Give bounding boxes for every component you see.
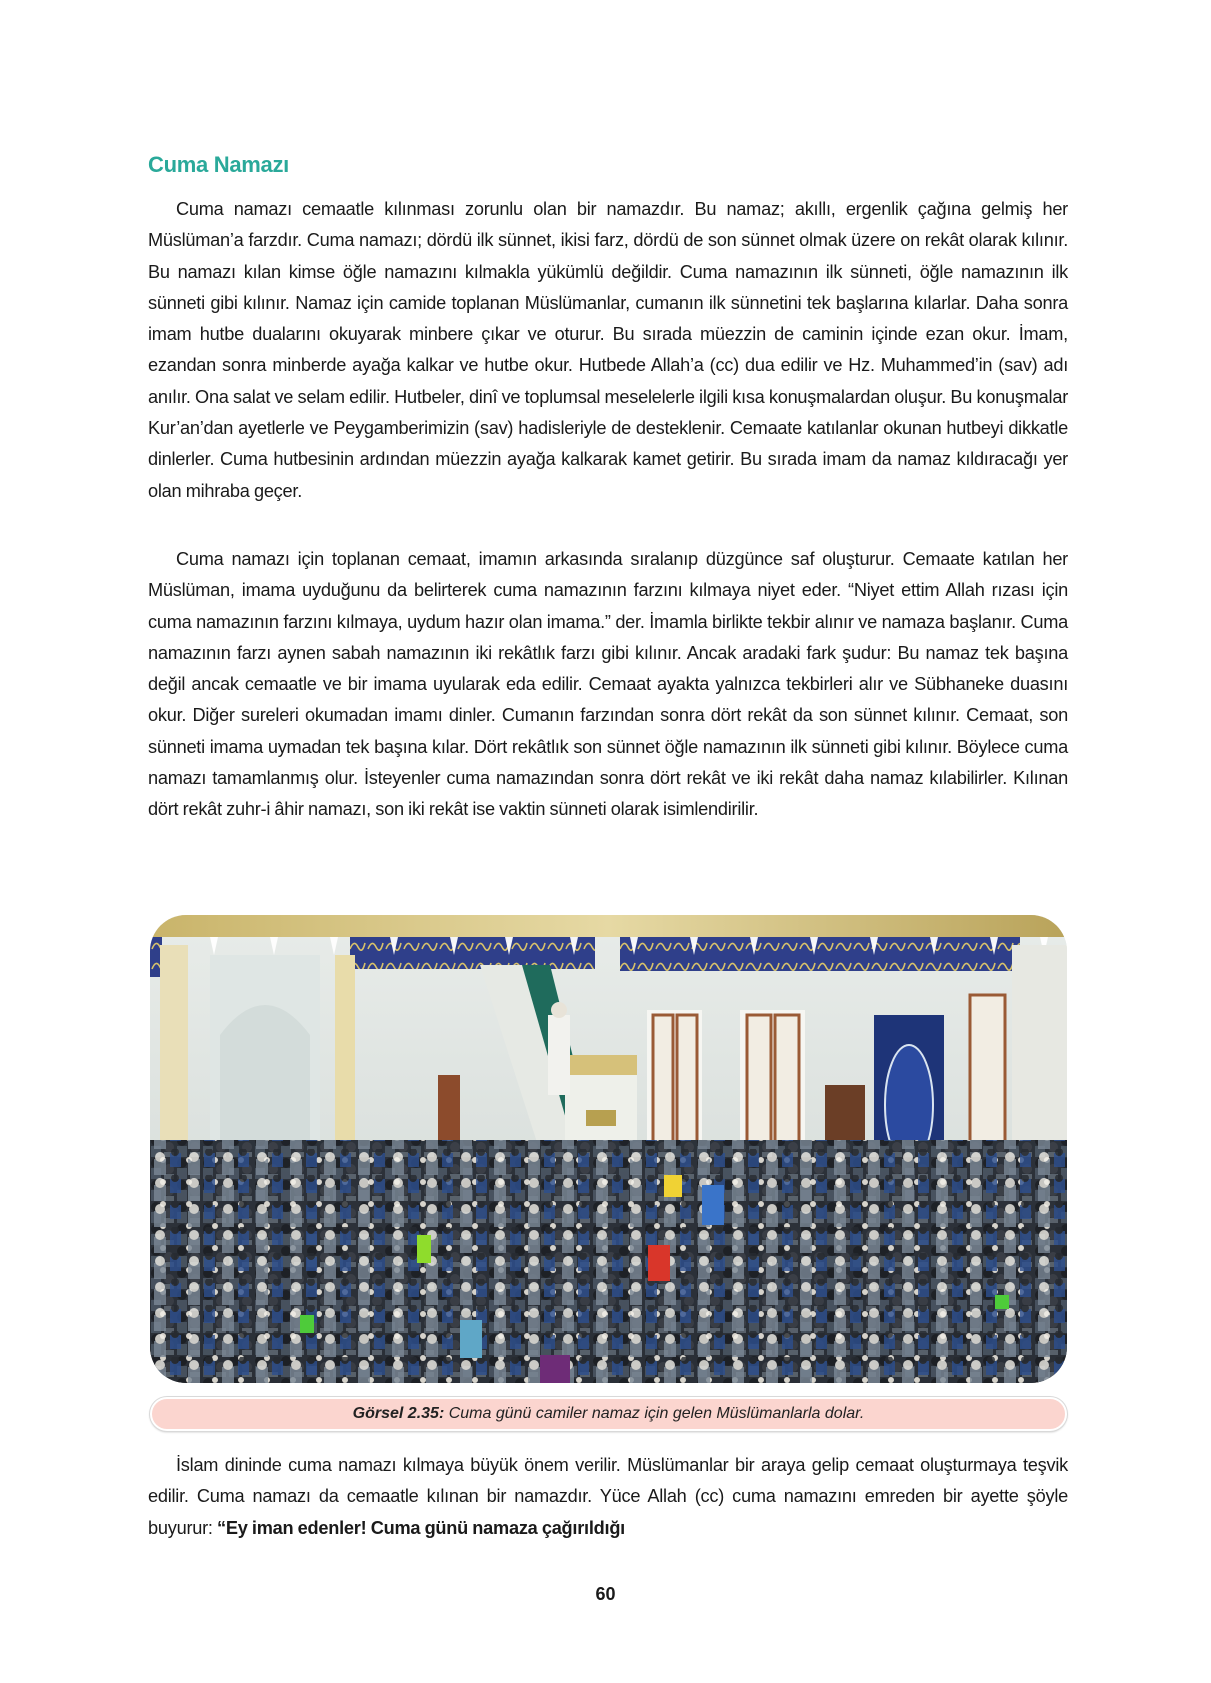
paragraph-cuma-namazi-intro: Cuma namazı cemaatle kılınması zorunlu olan bir namazdır. Bu namaz; akıllı, ergenlik çağına gelmiş her Müslüman’a farzdır. Cuma namazı; dördü ilk sünnet, ikisi farz, dördü de son sünnet olmak üzere on rekât olarak kılınır. Bu namazı kılan kimse öğle namazını kılmakla yükümlü değildir. Cuma namazının ilk sünneti, öğle namazının ilk sünneti gibi kılınır. Namaz için camide toplanan Müslümanlar, cumanın ilk sünnetini tek başlarına kılarlar. Daha sonra imam hutbe dualarını okuyarak minbere çıkar ve oturur. Bu sırada müezzin de caminin içinde ezan okur. İmam, ezandan sonra minberde ayağa kalkar ve hutbe okur. Hutbede Allah’a (cc) dua edilir ve Hz. Muhammed’in (sav) adı anılır. Ona salat ve selam edilir. Hutbeler, dinî ve toplumsal meselelerle ilgili kısa konuşmalardan oluşur. Bu konuşmalar Kur’an’dan ayetlerle ve Peygamberimizin (sav) hadisleriyle de desteklenir. Cemaate katılanlar okunan hutbeyi dikkatle dinlerler. Cuma hutbesinin ardından müezzin ayağa kalkarak kamet getirir. Bu sırada imam da namaz kıldıracağı yer olan mihraba geçer. bbox=[148, 199, 1068, 501]
section-title: Cuma Namazı bbox=[148, 152, 289, 177]
ayet-quote: “Ey iman edenler! Cuma günü namaza çağırıldığı bbox=[217, 1517, 625, 1538]
paragraph-cuma-namazi-kilinisi: Cuma namazı için toplanan cemaat, imamın arkasında sıralanıp düzgünce saf oluşturur. Cemaate katılan her Müslüman, imama uyduğunu da belirterek cuma namazının farzını kılmaya niyet eder. “Niyet ettim Allah rızası için cuma namazının farzını kılmaya, uydum hazır olan imama.” der. İmamla birlikte tekbir alınır ve namaza başlanır. Cuma namazının farzı aynen sabah namazının iki rekâtlık farzı gibi kılınır. Ancak aradaki fark şudur: Bu namaz tek başına değil ancak cemaatle ve bir imama uyularak eda edilir. Cemaat ayakta yalnızca tekbirleri alır ve Sübhaneke duasını okur. Diğer sureleri okumadan imamı dinler. Cumanın farzından sonra dört rekât da son sünnet kılınır. Cemaat, son sünneti imama uymadan tek başına kılar. Dört rekâtlık son sünnet öğle namazının ilk sünneti gibi kılınır. Böylece cuma namazı tamamlanmış olur. İsteyenler cuma namazından sonra dört rekât ve iki rekât daha namaz kılabilirler. Kılınan dört rekât zuhr-i âhir namazı, son iki rekât ise vaktin sünneti olarak isimlendirilir. bbox=[148, 549, 1068, 820]
page-number: 60 bbox=[595, 1584, 616, 1604]
mosque-congregation-image bbox=[150, 915, 1067, 1383]
figure-caption bbox=[150, 1397, 1067, 1431]
paragraph-cuma-onemi bbox=[148, 1450, 1068, 1544]
figure-mosque-photo bbox=[150, 915, 1067, 1383]
closing-paragraph-text: İslam dininde cuma namazı kılmaya büyük önem verilir. Müslümanlar bir araya gelip cemaat oluşturmaya teşvik edilir. Cuma namazı da cemaatle kılınan bir namazdır. Yüce Allah (cc) cuma namazını emreden bir ayette şöyle buyurur: bbox=[148, 1455, 1068, 1538]
caption-label: Görsel 2.35: bbox=[352, 1405, 445, 1422]
caption-text: Cuma günü camiler namaz için gelen Müslümanlarla dolar. bbox=[444, 1405, 865, 1422]
